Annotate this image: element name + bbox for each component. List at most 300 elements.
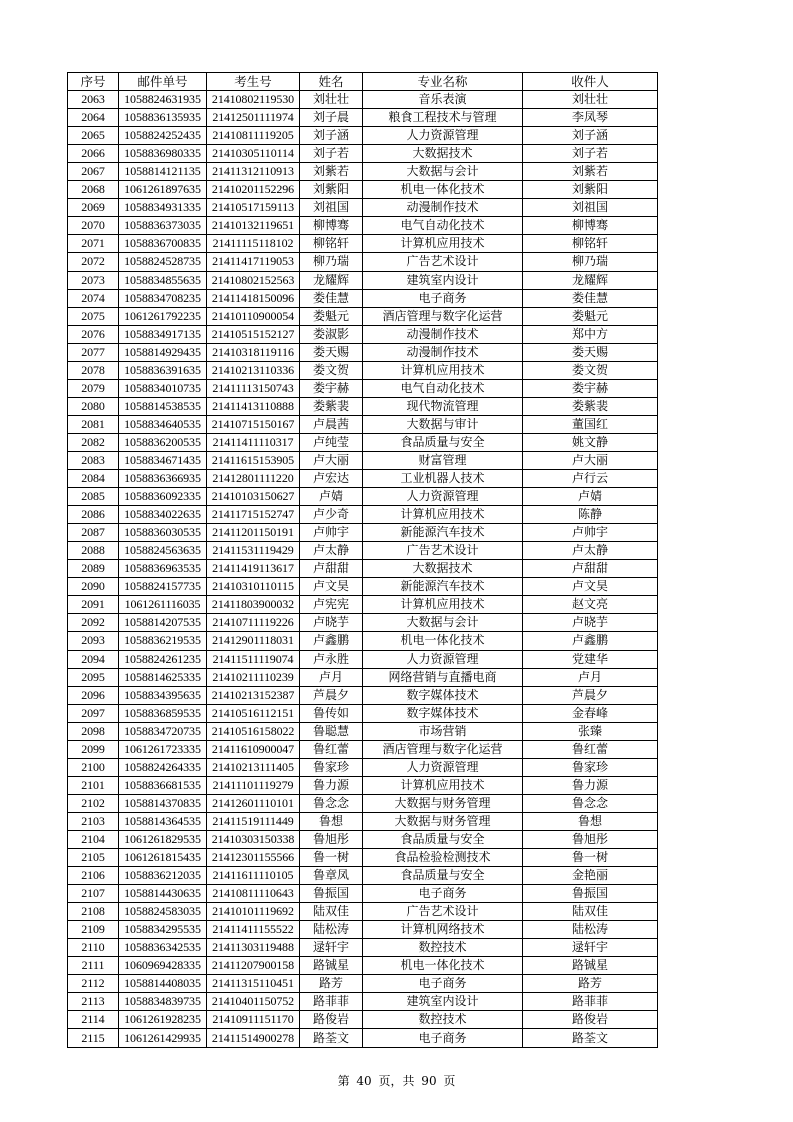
cell-recipient: 卢鑫鹏	[523, 632, 658, 650]
cell-major: 计算机应用技术	[363, 361, 523, 379]
cell-mail-tracking-no: 1061261928235	[119, 1011, 207, 1029]
cell-name: 卢晓芋	[300, 614, 363, 632]
cell-major: 广告艺术设计	[363, 542, 523, 560]
header-recipient: 收件人	[523, 73, 658, 91]
cell-recipient: 姚文静	[523, 433, 658, 451]
cell-serial-no: 2111	[68, 957, 119, 975]
table-row	[68, 885, 658, 903]
cell-major: 大数据技术	[363, 145, 523, 163]
table-row	[68, 271, 658, 289]
cell-mail-tracking-no: 1058836200535	[119, 433, 207, 451]
cell-candidate-no: 21411413110888	[207, 397, 300, 415]
cell-major: 人力资源管理	[363, 758, 523, 776]
cell-candidate-no: 21410201152296	[207, 181, 300, 199]
table-row	[68, 903, 658, 921]
cell-mail-tracking-no: 1058834022635	[119, 506, 207, 524]
cell-candidate-no: 21411615153905	[207, 451, 300, 469]
cell-mail-tracking-no: 1061261429935	[119, 1029, 207, 1047]
cell-mail-tracking-no: 1058814121135	[119, 163, 207, 181]
cell-serial-no: 2083	[68, 451, 119, 469]
cell-recipient: 娄佳慧	[523, 289, 658, 307]
cell-recipient: 路俊岩	[523, 1011, 658, 1029]
cell-candidate-no: 21411418150096	[207, 289, 300, 307]
cell-recipient: 卢大丽	[523, 451, 658, 469]
cell-name: 刘紫阳	[300, 181, 363, 199]
cell-candidate-no: 21411514900278	[207, 1029, 300, 1047]
cell-name: 卢少奇	[300, 506, 363, 524]
cell-recipient: 娄文贺	[523, 361, 658, 379]
cell-serial-no: 2065	[68, 127, 119, 145]
cell-major: 建筑室内设计	[363, 271, 523, 289]
cell-major: 新能源汽车技术	[363, 524, 523, 542]
cell-major: 电气自动化技术	[363, 379, 523, 397]
cell-mail-tracking-no: 1058836030535	[119, 524, 207, 542]
cell-mail-tracking-no: 1058836219535	[119, 632, 207, 650]
cell-serial-no: 2114	[68, 1011, 119, 1029]
cell-recipient: 陆松涛	[523, 921, 658, 939]
cell-candidate-no: 21411803900032	[207, 596, 300, 614]
table-row	[68, 939, 658, 957]
table-row	[68, 343, 658, 361]
cell-name: 娄文贺	[300, 361, 363, 379]
cell-serial-no: 2105	[68, 849, 119, 867]
cell-serial-no: 2098	[68, 722, 119, 740]
cell-recipient: 柳铭轩	[523, 235, 658, 253]
table-row	[68, 379, 658, 397]
table-row	[68, 957, 658, 975]
header-mail-tracking-no: 邮件单号	[119, 73, 207, 91]
table-row	[68, 650, 658, 668]
table-row	[68, 867, 658, 885]
cell-mail-tracking-no: 1058834671435	[119, 451, 207, 469]
cell-serial-no: 2087	[68, 524, 119, 542]
cell-major: 财富管理	[363, 451, 523, 469]
cell-recipient: 卢帅宇	[523, 524, 658, 542]
cell-mail-tracking-no: 1058824563635	[119, 542, 207, 560]
cell-candidate-no: 21410811110643	[207, 885, 300, 903]
cell-mail-tracking-no: 1060969428335	[119, 957, 207, 975]
cell-mail-tracking-no: 1061261829535	[119, 830, 207, 848]
cell-major: 电子商务	[363, 975, 523, 993]
cell-name: 娄紫裴	[300, 397, 363, 415]
cell-candidate-no: 21411417119053	[207, 253, 300, 271]
cell-recipient: 党建华	[523, 650, 658, 668]
cell-mail-tracking-no: 1058836366935	[119, 470, 207, 488]
cell-mail-tracking-no: 1058814430635	[119, 885, 207, 903]
cell-major: 食品检验检测技术	[363, 849, 523, 867]
cell-recipient: 陆双佳	[523, 903, 658, 921]
cell-serial-no: 2107	[68, 885, 119, 903]
cell-name: 柳博骞	[300, 217, 363, 235]
cell-recipient: 卢甜甜	[523, 560, 658, 578]
table-row	[68, 578, 658, 596]
cell-name: 路荃文	[300, 1029, 363, 1047]
cell-mail-tracking-no: 1058824583035	[119, 903, 207, 921]
cell-mail-tracking-no: 1058814207535	[119, 614, 207, 632]
cell-mail-tracking-no: 1058836373035	[119, 217, 207, 235]
cell-serial-no: 2115	[68, 1029, 119, 1047]
table-row	[68, 975, 658, 993]
table-row	[68, 235, 658, 253]
cell-major: 电子商务	[363, 885, 523, 903]
cell-serial-no: 2086	[68, 506, 119, 524]
table-row	[68, 596, 658, 614]
table-row	[68, 289, 658, 307]
cell-name: 鲁念念	[300, 794, 363, 812]
cell-name: 卢月	[300, 668, 363, 686]
cell-candidate-no: 21410132119651	[207, 217, 300, 235]
table-row	[68, 91, 658, 109]
cell-candidate-no: 21412501111974	[207, 109, 300, 127]
header-serial-no: 序号	[68, 73, 119, 91]
cell-mail-tracking-no: 1058814370835	[119, 794, 207, 812]
cell-candidate-no: 21410318119116	[207, 343, 300, 361]
table-row	[68, 253, 658, 271]
table-row	[68, 794, 658, 812]
cell-major: 计算机应用技术	[363, 235, 523, 253]
cell-name: 鲁章凤	[300, 867, 363, 885]
cell-candidate-no: 21411411155522	[207, 921, 300, 939]
cell-mail-tracking-no: 1058834917135	[119, 325, 207, 343]
cell-name: 娄魁元	[300, 307, 363, 325]
table-row	[68, 433, 658, 451]
cell-candidate-no: 21410802152563	[207, 271, 300, 289]
cell-name: 陆松涛	[300, 921, 363, 939]
table-row	[68, 1011, 658, 1029]
table-row	[68, 686, 658, 704]
cell-recipient: 刘紫阳	[523, 181, 658, 199]
cell-serial-no: 2084	[68, 470, 119, 488]
cell-major: 大数据与会计	[363, 614, 523, 632]
cell-serial-no: 2089	[68, 560, 119, 578]
cell-name: 娄宇赫	[300, 379, 363, 397]
cell-mail-tracking-no: 1058834931335	[119, 199, 207, 217]
cell-major: 数控技术	[363, 939, 523, 957]
cell-name: 卢文昊	[300, 578, 363, 596]
cell-name: 卢鑫鹏	[300, 632, 363, 650]
cell-candidate-no: 21412601110101	[207, 794, 300, 812]
cell-recipient: 龙耀辉	[523, 271, 658, 289]
cell-candidate-no: 21410211110239	[207, 668, 300, 686]
table-row	[68, 830, 658, 848]
cell-name: 卢纯莹	[300, 433, 363, 451]
cell-mail-tracking-no: 1061261792235	[119, 307, 207, 325]
cell-mail-tracking-no: 1058814364535	[119, 812, 207, 830]
cell-candidate-no: 21410213111405	[207, 758, 300, 776]
header-major: 专业名称	[363, 73, 523, 91]
cell-serial-no: 2075	[68, 307, 119, 325]
cell-name: 鲁传如	[300, 704, 363, 722]
cell-recipient: 柳博骞	[523, 217, 658, 235]
cell-recipient: 刘子若	[523, 145, 658, 163]
cell-recipient: 赵文亮	[523, 596, 658, 614]
cell-major: 人力资源管理	[363, 127, 523, 145]
cell-mail-tracking-no: 1058824631935	[119, 91, 207, 109]
cell-major: 大数据与审计	[363, 415, 523, 433]
cell-name: 娄淑影	[300, 325, 363, 343]
table-row	[68, 451, 658, 469]
cell-serial-no: 2102	[68, 794, 119, 812]
cell-recipient: 鲁家珍	[523, 758, 658, 776]
table-row	[68, 921, 658, 939]
cell-candidate-no: 21410101119692	[207, 903, 300, 921]
cell-name: 卢晨茜	[300, 415, 363, 433]
cell-major: 网络营销与直播电商	[363, 668, 523, 686]
cell-candidate-no: 21412301155566	[207, 849, 300, 867]
cell-major: 广告艺术设计	[363, 903, 523, 921]
cell-name: 路芳	[300, 975, 363, 993]
cell-serial-no: 2091	[68, 596, 119, 614]
cell-candidate-no: 21410516158022	[207, 722, 300, 740]
table-row	[68, 542, 658, 560]
cell-major: 电子商务	[363, 289, 523, 307]
cell-serial-no: 2100	[68, 758, 119, 776]
cell-serial-no: 2090	[68, 578, 119, 596]
cell-serial-no: 2068	[68, 181, 119, 199]
cell-serial-no: 2081	[68, 415, 119, 433]
cell-name: 芦晨夕	[300, 686, 363, 704]
table-row	[68, 181, 658, 199]
cell-serial-no: 2094	[68, 650, 119, 668]
cell-major: 动漫制作技术	[363, 325, 523, 343]
cell-recipient: 路菲菲	[523, 993, 658, 1011]
cell-mail-tracking-no: 1058814538535	[119, 397, 207, 415]
cell-mail-tracking-no: 1058834295535	[119, 921, 207, 939]
table-row	[68, 325, 658, 343]
cell-mail-tracking-no: 1061261723335	[119, 740, 207, 758]
cell-name: 龙耀辉	[300, 271, 363, 289]
cell-name: 刘壮壮	[300, 91, 363, 109]
cell-name: 卢帅宇	[300, 524, 363, 542]
cell-name: 卢甜甜	[300, 560, 363, 578]
cell-recipient: 娄天赐	[523, 343, 658, 361]
cell-serial-no: 2099	[68, 740, 119, 758]
cell-serial-no: 2082	[68, 433, 119, 451]
cell-serial-no: 2076	[68, 325, 119, 343]
cell-mail-tracking-no: 1058834640535	[119, 415, 207, 433]
cell-serial-no: 2109	[68, 921, 119, 939]
cell-name: 路俊岩	[300, 1011, 363, 1029]
cell-recipient: 卢行云	[523, 470, 658, 488]
cell-serial-no: 2074	[68, 289, 119, 307]
cell-major: 人力资源管理	[363, 650, 523, 668]
cell-candidate-no: 21410303150338	[207, 830, 300, 848]
cell-major: 人力资源管理	[363, 488, 523, 506]
cell-mail-tracking-no: 1058836391635	[119, 361, 207, 379]
cell-mail-tracking-no: 1058824252435	[119, 127, 207, 145]
cell-major: 广告艺术设计	[363, 253, 523, 271]
cell-name: 鲁振国	[300, 885, 363, 903]
cell-candidate-no: 21411511119074	[207, 650, 300, 668]
cell-major: 数字媒体技术	[363, 686, 523, 704]
cell-candidate-no: 21410213152387	[207, 686, 300, 704]
cell-serial-no: 2088	[68, 542, 119, 560]
cell-name: 柳铭轩	[300, 235, 363, 253]
cell-recipient: 娄宇赫	[523, 379, 658, 397]
cell-name: 卢永胜	[300, 650, 363, 668]
cell-recipient: 路芳	[523, 975, 658, 993]
table-row	[68, 109, 658, 127]
table-row	[68, 524, 658, 542]
cell-mail-tracking-no: 1058814929435	[119, 343, 207, 361]
cell-major: 机电一体化技术	[363, 632, 523, 650]
cell-candidate-no: 21411419113617	[207, 560, 300, 578]
cell-serial-no: 2092	[68, 614, 119, 632]
cell-major: 计算机应用技术	[363, 506, 523, 524]
cell-serial-no: 2096	[68, 686, 119, 704]
cell-recipient: 鲁一树	[523, 849, 658, 867]
cell-major: 数控技术	[363, 1011, 523, 1029]
cell-serial-no: 2070	[68, 217, 119, 235]
cell-name: 陆双佳	[300, 903, 363, 921]
cell-serial-no: 2077	[68, 343, 119, 361]
cell-candidate-no: 21411531119429	[207, 542, 300, 560]
cell-candidate-no: 21410516112151	[207, 704, 300, 722]
cell-name: 鲁一树	[300, 849, 363, 867]
cell-candidate-no: 21410103150627	[207, 488, 300, 506]
cell-recipient: 逯轩宇	[523, 939, 658, 957]
cell-candidate-no: 21410310110115	[207, 578, 300, 596]
cell-serial-no: 2066	[68, 145, 119, 163]
cell-candidate-no: 21411519111449	[207, 812, 300, 830]
header-name: 姓名	[300, 73, 363, 91]
cell-recipient: 路铖星	[523, 957, 658, 975]
cell-candidate-no: 21411610900047	[207, 740, 300, 758]
cell-mail-tracking-no: 1061261815435	[119, 849, 207, 867]
table-row	[68, 361, 658, 379]
table-row	[68, 307, 658, 325]
cell-candidate-no: 21410715150167	[207, 415, 300, 433]
cell-mail-tracking-no: 1058836342535	[119, 939, 207, 957]
cell-name: 娄佳慧	[300, 289, 363, 307]
cell-name: 刘子涵	[300, 127, 363, 145]
cell-name: 鲁旭彤	[300, 830, 363, 848]
table-row	[68, 758, 658, 776]
cell-mail-tracking-no: 1058834720735	[119, 722, 207, 740]
cell-recipient: 李凤琴	[523, 109, 658, 127]
cell-mail-tracking-no: 1058834855635	[119, 271, 207, 289]
cell-major: 酒店管理与数字化运营	[363, 307, 523, 325]
table-row	[68, 776, 658, 794]
table-header-row	[68, 73, 658, 91]
cell-serial-no: 2069	[68, 199, 119, 217]
table-row	[68, 614, 658, 632]
cell-candidate-no: 21411115118102	[207, 235, 300, 253]
cell-recipient: 郑中方	[523, 325, 658, 343]
cell-serial-no: 2085	[68, 488, 119, 506]
page-number-footer: 第 40 页，共 90 页	[337, 1074, 456, 1088]
cell-name: 卢宪宪	[300, 596, 363, 614]
cell-serial-no: 2064	[68, 109, 119, 127]
cell-major: 食品质量与安全	[363, 433, 523, 451]
cell-recipient: 刘子涵	[523, 127, 658, 145]
cell-name: 卢太静	[300, 542, 363, 560]
cell-serial-no: 2073	[68, 271, 119, 289]
cell-major: 大数据技术	[363, 560, 523, 578]
cell-recipient: 陈静	[523, 506, 658, 524]
cell-mail-tracking-no: 1058824264335	[119, 758, 207, 776]
cell-mail-tracking-no: 1058834839735	[119, 993, 207, 1011]
cell-serial-no: 2078	[68, 361, 119, 379]
table-row	[68, 722, 658, 740]
cell-candidate-no: 21410515152127	[207, 325, 300, 343]
cell-recipient: 鲁想	[523, 812, 658, 830]
cell-name: 刘子晨	[300, 109, 363, 127]
table-row	[68, 560, 658, 578]
cell-major: 计算机网络技术	[363, 921, 523, 939]
cell-serial-no: 2067	[68, 163, 119, 181]
cell-recipient: 刘紫若	[523, 163, 658, 181]
cell-recipient: 金春峰	[523, 704, 658, 722]
cell-name: 鲁力源	[300, 776, 363, 794]
cell-recipient: 张臻	[523, 722, 658, 740]
cell-major: 建筑室内设计	[363, 993, 523, 1011]
cell-recipient: 卢太静	[523, 542, 658, 560]
cell-major: 新能源汽车技术	[363, 578, 523, 596]
cell-recipient: 柳乃瑞	[523, 253, 658, 271]
cell-serial-no: 2112	[68, 975, 119, 993]
cell-recipient: 芦晨夕	[523, 686, 658, 704]
header-candidate-no: 考生号	[207, 73, 300, 91]
cell-major: 市场营销	[363, 722, 523, 740]
table-row	[68, 470, 658, 488]
table-row	[68, 993, 658, 1011]
cell-major: 数字媒体技术	[363, 704, 523, 722]
cell-serial-no: 2097	[68, 704, 119, 722]
table-row	[68, 812, 658, 830]
cell-mail-tracking-no: 1058834708235	[119, 289, 207, 307]
cell-candidate-no: 21411207900158	[207, 957, 300, 975]
cell-serial-no: 2110	[68, 939, 119, 957]
cell-recipient: 鲁红蕾	[523, 740, 658, 758]
table-row	[68, 163, 658, 181]
cell-candidate-no: 21410811119205	[207, 127, 300, 145]
table-row	[68, 704, 658, 722]
cell-candidate-no: 21411315110451	[207, 975, 300, 993]
cell-mail-tracking-no: 1058824528735	[119, 253, 207, 271]
cell-mail-tracking-no: 1058836681535	[119, 776, 207, 794]
cell-serial-no: 2113	[68, 993, 119, 1011]
table-row	[68, 1029, 658, 1047]
cell-major: 动漫制作技术	[363, 199, 523, 217]
cell-major: 食品质量与安全	[363, 867, 523, 885]
cell-candidate-no: 21411715152747	[207, 506, 300, 524]
cell-mail-tracking-no: 1058836700835	[119, 235, 207, 253]
table-row	[68, 127, 658, 145]
cell-name: 鲁红蕾	[300, 740, 363, 758]
cell-mail-tracking-no: 1061261116035	[119, 596, 207, 614]
cell-candidate-no: 21411611110105	[207, 867, 300, 885]
cell-recipient: 刘祖国	[523, 199, 658, 217]
cell-recipient: 卢文昊	[523, 578, 658, 596]
table-row	[68, 415, 658, 433]
cell-recipient: 娄魁元	[523, 307, 658, 325]
cell-serial-no: 2080	[68, 397, 119, 415]
table-row	[68, 145, 658, 163]
cell-mail-tracking-no: 1058814408035	[119, 975, 207, 993]
cell-name: 柳乃瑞	[300, 253, 363, 271]
cell-candidate-no: 21410305110114	[207, 145, 300, 163]
cell-mail-tracking-no: 1058834010735	[119, 379, 207, 397]
cell-recipient: 路荃文	[523, 1029, 658, 1047]
cell-candidate-no: 21411201150191	[207, 524, 300, 542]
cell-candidate-no: 21410802119530	[207, 91, 300, 109]
cell-recipient: 金艳丽	[523, 867, 658, 885]
cell-name: 鲁聪慧	[300, 722, 363, 740]
cell-recipient: 鲁念念	[523, 794, 658, 812]
cell-serial-no: 2079	[68, 379, 119, 397]
cell-name: 卢大丽	[300, 451, 363, 469]
